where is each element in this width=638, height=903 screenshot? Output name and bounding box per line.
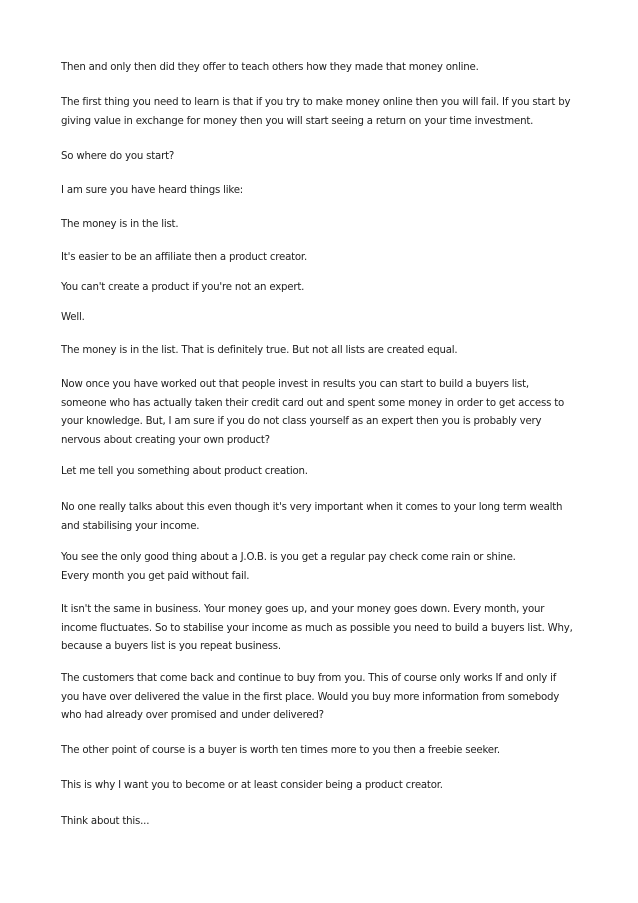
text-line: giving value in exchange for money then you will start seeing a return on your time investment.: [61, 115, 534, 127]
paragraph-9: [61, 342, 581, 361]
paragraph-6: [61, 249, 581, 268]
paragraph-4: [61, 182, 581, 201]
paragraph-3: [61, 148, 581, 167]
text-line: your knowledge. But, I am sure if you do not class yourself as an expert then you is probably very: [61, 416, 542, 427]
text-line: You can't create a product if you're not an expert.: [61, 282, 305, 293]
paragraph-16: [61, 742, 581, 761]
text-line: The first thing you need to learn is that if you try to make money online then you will fail. If you start by: [61, 97, 571, 108]
text-line: Think about this...: [61, 816, 150, 827]
paragraph-2: [61, 94, 581, 131]
text-line: who had already over promised and under delivered?: [61, 710, 324, 721]
text-line: I am sure you have heard things like:: [61, 185, 244, 196]
text-line: you have over delivered the value in the first place. Would you buy more information from somebody: [61, 691, 560, 703]
paragraph-13: [61, 549, 581, 586]
text-line: The money is in the list. That is definitely true. But not all lists are created equal.: [61, 345, 458, 356]
paragraph-11: [61, 463, 581, 482]
paragraph-14: [61, 601, 581, 657]
text-line: The customers that come back and continue to buy from you. This of course only works If and only if: [61, 673, 557, 684]
paragraph-18: [61, 813, 581, 832]
paragraph-10: [61, 376, 581, 450]
text-line: This is why I want you to become or at least consider being a product creator.: [61, 780, 443, 791]
text-line: Every month you get paid without fail.: [61, 570, 250, 582]
text-line: It isn't the same in business. Your money goes up, and your money goes down. Every month, your: [61, 604, 545, 615]
text-line: Let me tell you something about product creation.: [61, 466, 308, 477]
text-line: income fluctuates. So to stabilise your income as much as possible you need to build a buyers list. Why,: [61, 622, 573, 634]
paragraph-15: [61, 670, 581, 726]
paragraph-12: [61, 499, 581, 536]
text-line: You see the only good thing about a J.O.B. is you get a regular pay check come rain or shine.: [61, 552, 516, 563]
text-line: Now once you have worked out that people invest in results you can start to build a buyers list,: [61, 379, 529, 390]
text-line: The other point of course is a buyer is worth ten times more to you then a freebie seeker.: [61, 745, 500, 756]
paragraph-8: [61, 309, 581, 328]
paragraph-17: [61, 777, 581, 796]
text-line: So where do you start?: [61, 151, 175, 162]
text-line: someone who has actually taken their credit card out and spent some money in order to get access to: [61, 397, 565, 409]
text-line: Then and only then did they offer to teach others how they made that money online.: [61, 62, 479, 73]
text-line: nervous about creating your own product?: [61, 434, 270, 446]
paragraph-7: [61, 279, 581, 298]
text-line: and stabilising your income.: [61, 520, 200, 532]
text-line: It's easier to be an affiliate then a product creator.: [61, 252, 308, 263]
text-line: Well.: [61, 312, 85, 323]
text-line: The money is in the list.: [61, 219, 179, 230]
paragraph-5: [61, 216, 581, 235]
text-line: No one really talks about this even though it's very important when it comes to your long term wealth: [61, 502, 563, 513]
text-line: because a buyers list is you repeat business.: [61, 641, 281, 652]
paragraph-1: [61, 59, 581, 78]
